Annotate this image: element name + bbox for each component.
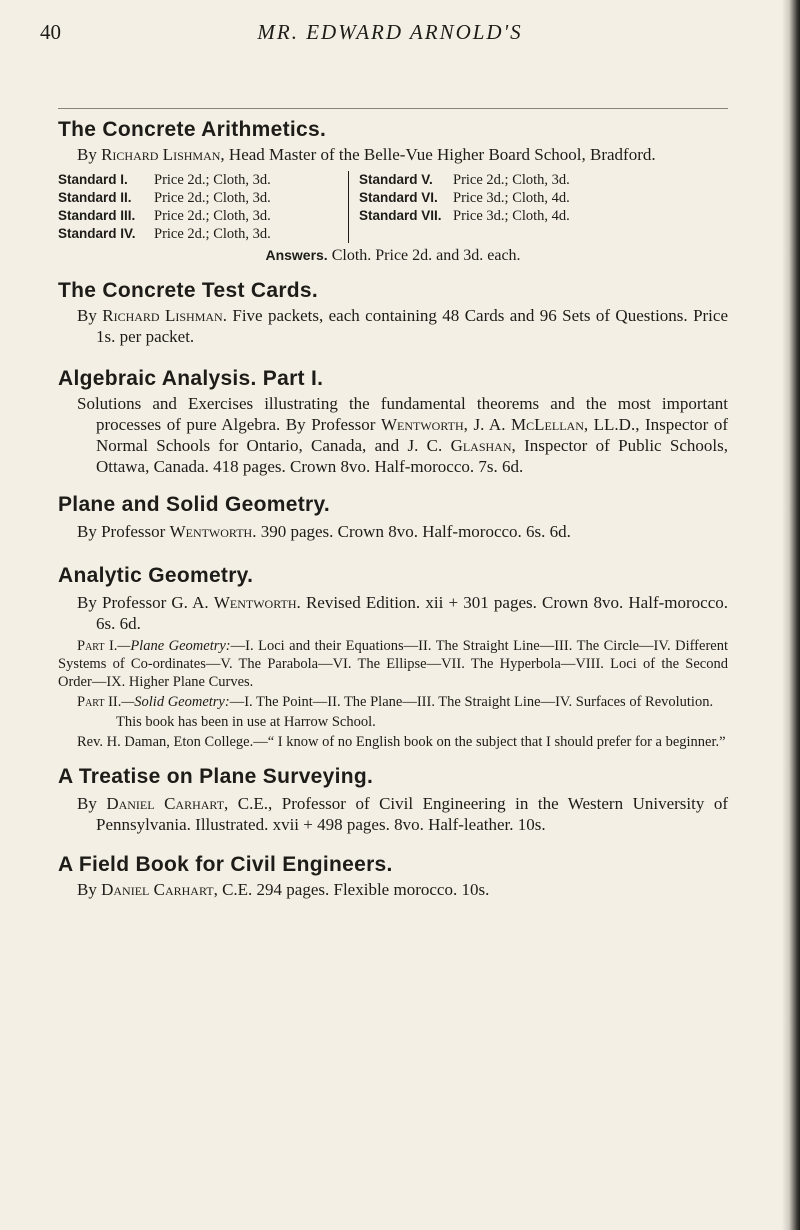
author-name: Wentworth.	[213, 593, 301, 612]
author-name: Glashan	[450, 436, 512, 455]
section-title: A Treatise on Plane Surveying.	[58, 765, 374, 788]
standards-left-column	[58, 171, 348, 243]
standard-row: Standard IV. Price 2d.; Cloth, 3d.	[58, 226, 271, 242]
standards-right-column	[348, 171, 570, 243]
standard-row: Standard II. Price 2d.; Cloth, 3d.	[58, 190, 271, 206]
contents-part-one: Part I.—Plane Geometry:—I. Loci and their Equations—II. The Straight Line—III. The Circle—IV. Different Systems of Co-ordinates—V. The Parabola—VI. The Ellipse—VII. The Hyperbola—VIII. Loci of the Second Order—IX. Higher Plane Curves.	[58, 638, 728, 690]
standard-row: Standard III. Price 2d.; Cloth, 3d.	[58, 208, 271, 224]
page-number: 40	[40, 20, 61, 44]
section-title: Analytic Geometry.	[58, 564, 254, 587]
section-plane-solid-geometry	[58, 493, 728, 542]
author-name: Richard Lishman.	[102, 306, 227, 325]
section-analytic-geometry	[58, 564, 728, 751]
section-title: The Concrete Test Cards.	[58, 279, 319, 302]
standard-row: Standard VI. Price 3d.; Cloth, 4d.	[359, 190, 570, 206]
section-title: The Concrete Arithmetics.	[58, 118, 327, 141]
header-rule	[58, 108, 728, 109]
section-title: A Field Book for Civil Engineers.	[58, 853, 393, 876]
section-description: By Professor Wentworth. 390 pages. Crown 8vo. Half-morocco. 6s. 6d.	[77, 522, 571, 541]
section-algebraic-analysis	[58, 367, 728, 477]
standard-row: Standard I. Price 2d.; Cloth, 3d.	[58, 172, 271, 188]
author-name: Wentworth.	[169, 522, 257, 541]
section-description: By Daniel Carhart, C.E. 294 pages. Flexible morocco. 10s.	[77, 880, 490, 899]
section-concrete-arithmetics	[58, 118, 728, 265]
author-name: Daniel Carhart	[101, 880, 214, 899]
author-name: Richard Lishman	[101, 145, 221, 164]
answers-line: Answers. Cloth. Price 2d. and 3d. each.	[265, 247, 521, 264]
section-field-book	[58, 853, 728, 900]
section-description: Solutions and Exercises illustrating the fundamental theorems and the most important processes of pure Algebra. By Professor Wentworth, J. A. McLellan, LL.D., Inspector of Normal Schools for Ontario, Canada, and J. C. Glashan, Inspector of Public Schools, Ottawa, Canada. 418 pages. Crown 8vo. Half-morocco. 7s. 6d.	[77, 394, 728, 476]
section-concrete-test-cards	[58, 279, 728, 347]
testimonial-quote: Rev. H. Daman, Eton College.—“ I know of no English book on the subject that I should prefer for a beginner.”	[77, 734, 726, 750]
section-title: Algebraic Analysis. Part I.	[58, 367, 324, 390]
section-description: By Daniel Carhart, C.E., Professor of Civil Engineering in the Western University of Pennsylvania. Illustrated. xvii + 498 pages. 8vo. Half-leather. 10s.	[77, 794, 728, 834]
running-title: MR. EDWARD ARNOLD'S	[257, 20, 523, 44]
author-name: Wentworth	[380, 415, 464, 434]
standard-row: Standard V. Price 2d.; Cloth, 3d.	[359, 172, 570, 188]
standards-price-table	[58, 171, 728, 243]
author-name: Daniel Carhart	[106, 794, 225, 813]
page-edge-shadow	[782, 0, 800, 1230]
section-byline: By Richard Lishman, Head Master of the Belle-Vue Higher Board School, Bradford.	[77, 145, 656, 164]
harrow-note: This book has been in use at Harrow School.	[116, 714, 376, 730]
author-name: McLellan	[511, 415, 584, 434]
contents-part-two: Part II.—Solid Geometry:—I. The Point—II. The Plane—III. The Straight Line—IV. Surfaces of Revolution.	[77, 694, 714, 710]
page-header	[40, 20, 740, 60]
section-title: Plane and Solid Geometry.	[58, 493, 331, 516]
section-description: By Richard Lishman. Five packets, each containing 48 Cards and 96 Sets of Questions. Price 1s. per packet.	[77, 306, 728, 346]
section-plane-surveying	[58, 765, 728, 835]
section-description: By Professor G. A. Wentworth. Revised Edition. xii + 301 pages. Crown 8vo. Half-morocco. 6s. 6d.	[77, 593, 728, 633]
standard-row: Standard VII. Price 3d.; Cloth, 4d.	[359, 208, 570, 224]
catalogue-content	[58, 112, 728, 900]
